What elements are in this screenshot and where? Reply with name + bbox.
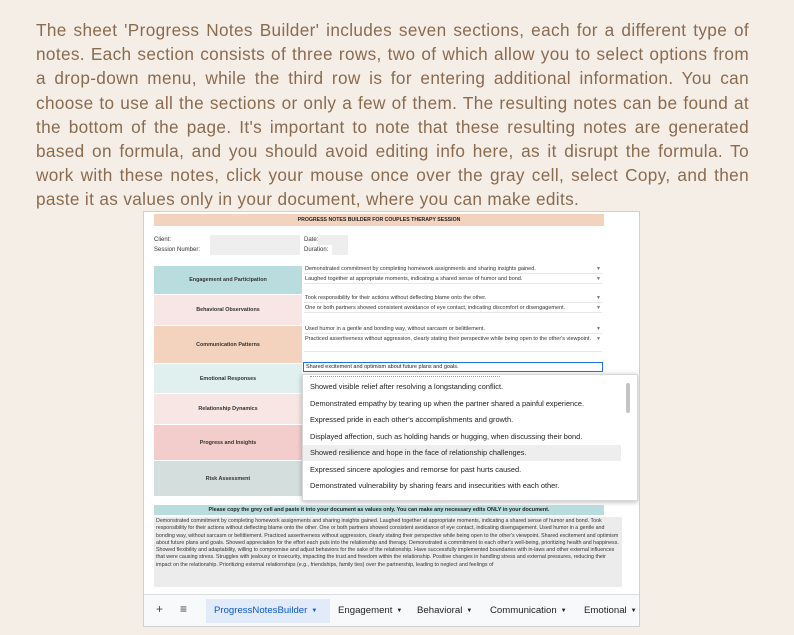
copy-instructions-banner: Please copy the grey cell and paste it into your document as values only. You can make any necessary edits ONLY in your document. [154,505,604,515]
tab-communication[interactable] [482,599,574,623]
dropdown-option[interactable]: Expressed sincere apologies and remorse for past hurts caused. [310,464,522,474]
communication-option-2[interactable]: Practiced assertiveness without aggression, clearly stating their perspective while being open to the other's viewpoint. [304,336,602,352]
clipped-option-text [310,376,500,378]
category-risk: Risk Assessment [154,460,302,496]
tab-caret-icon[interactable]: ▼ [560,608,567,614]
communication-option-1[interactable]: Used humor in a gentle and bonding way, without sarcasm or belittlement. [304,326,602,334]
dropdown-partial-option [303,375,623,378]
all-sheets-menu-icon[interactable]: ≡ [180,602,188,616]
duration-input[interactable] [332,245,348,255]
dropdown-arrow-icon[interactable]: ▼ [596,336,601,342]
dropdown-scrollbar[interactable] [626,383,630,413]
session-number-input[interactable] [210,245,300,255]
dropdown-arrow-icon[interactable]: ▼ [596,295,601,301]
tab-caret-icon[interactable]: ▼ [396,608,403,614]
dropdown-arrow-icon[interactable]: ▼ [596,276,601,282]
dropdown-option-highlighted[interactable]: Showed resilience and hope in the face of relationship challenges. [303,445,621,461]
behavioral-option-2[interactable]: One or both partners showed consistent avoidance of eye contact, indicating discomfort or disengagement. [304,305,602,313]
tab-caret-icon[interactable]: ▼ [311,608,318,614]
dropdown-arrow-icon[interactable]: ▼ [596,266,601,272]
behavioral-option-1[interactable]: Took responsibility for their actions without deflecting blame onto the other. [304,295,602,303]
spreadsheet-screenshot [143,211,640,627]
sheet-title: PROGRESS NOTES BUILDER FOR COUPLES THERAPY SESSION [154,214,604,226]
client-label: Client: [154,237,172,243]
dropdown-option[interactable]: Showed visible relief after resolving a longstanding conflict. [310,382,504,391]
category-engagement: Engagement and Participation [154,265,302,294]
add-sheet-icon[interactable]: + [156,602,164,616]
category-progress: Progress and Insights [154,424,302,460]
date-label: Date: [304,237,319,243]
category-emotional: Emotional Responses [154,363,302,393]
client-input[interactable] [210,235,300,245]
duration-label: Duration: [304,247,329,253]
sheet-tab-bar [144,594,639,627]
tab-behavioral[interactable] [409,599,479,623]
engagement-option-2[interactable]: Laughed together at appropriate moments, indicating a shared sense of humor and bond. [304,276,602,284]
engagement-option-1[interactable]: Demonstrated commitment by completing homework assignments and sharing insights gained. [304,266,602,274]
dropdown-option[interactable]: Expressed pride in each other's accomplishments and growth. [310,415,514,424]
tab-engagement[interactable] [330,599,406,623]
tab-label: Engagement [338,605,393,616]
tab-progress-notes-builder[interactable] [206,599,330,623]
category-communication: Communication Patterns [154,325,302,363]
dropdown-list[interactable] [302,374,638,501]
resulting-notes-cell[interactable]: Demonstrated commitment by completing homework assignments and sharing insights gained. Laughed together at appropriate moments, indicating a shared sense of humor and bond. Took responsibility for their actions without deflecting blame onto the other. One or both partners showed consistent avoidance of eye contact, indicating disengagement. Used humor in a gentle and bonding way, without sarcasm or belittlement. Practiced assertiveness without aggression, clearly stating their perspective while being open to the other's viewpoint. Shared excitement and optimism about future plans and goals. Showed appreciation for the effort each puts into the relationship and therapy. Demonstrated a commitment to each other's well-being, prioritizing health and happiness. Showed flexibility and adaptability, willing to compromise and adjust behaviors for the sake of the relationship. Have successfully implemented boundaries with in-laws and other external influences that were causing stress. Struggles with jealousy or insecurity, impacting the trust and freedom within the relationship. Positive changes in handling stress and external pressures, reducing their impact on the relationship. Prioritizing external relationships (e.g., friendships, family ties) over the partnership, leading to neglect and feelings of [154,517,622,587]
tab-label: ProgressNotesBuilder [214,605,308,616]
date-input[interactable] [318,235,348,245]
dropdown-option[interactable]: Demonstrated empathy by tearing up when the partner shared a painful experience. [310,398,585,408]
dropdown-option[interactable]: Displayed affection, such as holding hands or hugging, when discussing their bond. [310,431,583,441]
tab-caret-icon[interactable]: ▼ [630,608,637,614]
emotional-active-cell[interactable]: Shared excitement and optimism about future plans and goals. [303,362,603,372]
dropdown-option[interactable]: Demonstrated vulnerability by sharing fears and insecurities with each other. [310,481,560,490]
category-relationship: Relationship Dynamics [154,393,302,424]
dropdown-arrow-icon[interactable]: ▼ [596,326,601,332]
session-number-label: Session Number: [154,247,201,253]
tab-label: Communication [490,605,557,616]
tab-label: Behavioral [417,605,463,616]
tab-caret-icon[interactable]: ▼ [466,608,473,614]
intro-paragraph: The sheet 'Progress Notes Builder' includes seven sections, each for a different type of notes. Each section consists of three rows, two of which allow you to select options from a drop-down menu, while the third row is for entering additional information. You can choose to use all the sections or only a few of them. The resulting notes can be found at the bottom of the page. It's important to note that these resulting notes are generated based on formula, and you should avoid editing info here, as it disrupt the formula. To work with these notes, click your mouse once over the gray cell, select Copy, and then paste it as values only in your document, where you can make edits. [36,20,749,210]
category-behavioral: Behavioral Observations [154,294,302,325]
dropdown-arrow-icon[interactable]: ▼ [596,305,601,311]
tab-label: Emotional [584,605,627,616]
tab-emotional[interactable] [576,599,639,623]
